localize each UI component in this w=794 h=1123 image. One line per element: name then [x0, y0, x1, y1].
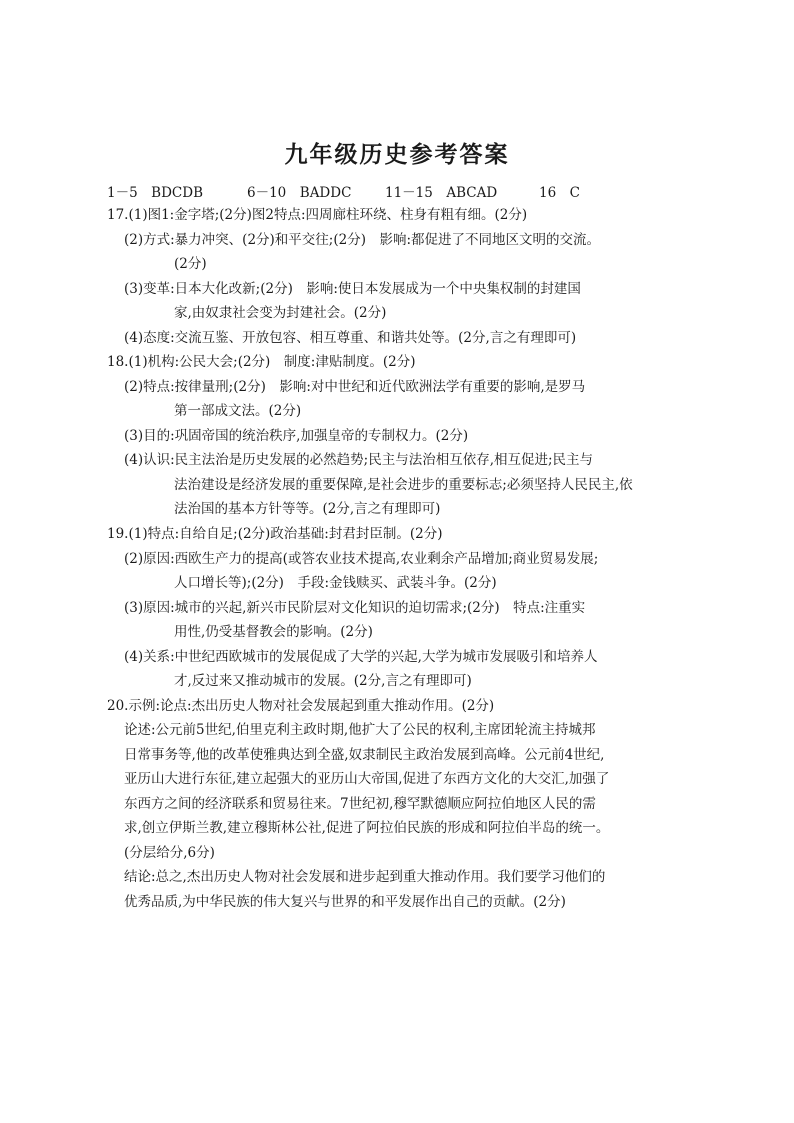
q17-part3: (3)变革:日本大化改新;(2分) 影响:使日本发展成为一个中央集权制的封建国: [124, 281, 581, 297]
q20-conclusion: 结论:总之,杰出历史人物对社会发展和进步起到重大推动作用。我们要学习他们的: [124, 869, 606, 885]
q19-part4-cont: 才,反过来又推动城市的发展。(2分,言之有理即可): [174, 673, 472, 689]
q20-argument-cont: 亚历山大进行东征,建立起强大的亚历山大帝国,促进了东西方文化的大交汇,加强了: [124, 771, 610, 787]
mc-group-3: 11－15 ABCAD: [385, 185, 498, 201]
multiple-choice-answers: [107, 181, 580, 201]
page-title: 九年级历史参考答案: [284, 141, 510, 168]
mc-group-1: 1－5 BDCDB: [107, 185, 203, 201]
q17-part3-cont: 家,由奴隶社会变为封建社会。(2分): [174, 305, 387, 321]
q19-part4: (4)关系:中世纪西欧城市的发展促成了大学的兴起,大学为城市发展吸引和培养人: [124, 649, 598, 665]
q20-argument-score: (分层给分,6分): [124, 845, 215, 861]
q19-part3: (3)原因:城市的兴起,新兴市民阶层对文化知识的迫切需求;(2分) 特点:注重实: [124, 600, 586, 616]
q17-part4: (4)态度:交流互鉴、开放包容、相互尊重、和谐共处等。(2分,言之有理即可): [124, 330, 577, 346]
q19-part2: (2)原因:西欧生产力的提高(或答农业技术提高,农业剩余产品增加;商业贸易发展;: [124, 551, 599, 567]
q20-conclusion-cont: 优秀品质,为中华民族的伟大复兴与世界的和平发展作出自己的贡献。(2分): [124, 894, 566, 910]
q20-thesis: 20.示例:论点:杰出历史人物对社会发展起到重大推动作用。(2分): [107, 698, 495, 714]
q19-part3-cont: 用性,仍受基督教会的影响。(2分): [174, 624, 373, 640]
q18-part4: (4)认识:民主法治是历史发展的必然趋势;民主与法治相互依存,相互促进;民主与: [124, 452, 594, 468]
mc-group-2: 6－10 BADDC: [247, 185, 352, 201]
q19-part1: 19.(1)特点:自给自足;(2分)政治基础:封君封臣制。(2分): [107, 526, 443, 542]
q18-part2-cont: 第一部成文法。(2分): [174, 403, 302, 419]
q18-part1: 18.(1)机构:公民大会;(2分) 制度:津贴制度。(2分): [107, 354, 416, 370]
q18-part2: (2)特点:按律量刑;(2分) 影响:对中世纪和近代欧洲法学有重要的影响,是罗马: [124, 379, 586, 395]
mc-group-4: 16 C: [539, 185, 581, 201]
q18-part3: (3)目的:巩固帝国的统治秩序,加强皇帝的专制权力。(2分): [124, 428, 469, 444]
q17-part1: 17.(1)图1:金字塔;(2分)图2特点:四周廊柱环绕、柱身有粗有细。(2分): [107, 207, 528, 223]
q17-part2-cont: (2分): [174, 256, 207, 272]
q20-argument-cont: 东西方之间的经济联系和贸易往来。7世纪初,穆罕默德顺应阿拉伯地区人民的需: [124, 796, 596, 812]
q17-part2: (2)方式:暴力冲突、(2分)和平交往;(2分) 影响:都促进了不同地区文明的交流。: [124, 232, 601, 248]
q18-part4-cont: 法治建设是经济发展的重要保障,是社会进步的重要标志;必须坚持人民民主,依: [174, 477, 633, 493]
q20-argument: 论述:公元前5世纪,伯里克利主政时期,他扩大了公民的权利,主席团轮流主持城邦: [124, 722, 596, 738]
q19-part2-cont: 人口增长等);(2分) 手段:金钱赎买、武装斗争。(2分): [174, 575, 497, 591]
q20-argument-cont: 日常事务等,他的改革使雅典达到全盛,奴隶制民主政治发展到高峰。公元前4世纪,: [124, 747, 605, 763]
q20-argument-cont: 求,创立伊斯兰教,建立穆斯林公社,促进了阿拉伯民族的形成和阿拉伯半岛的统一。: [124, 820, 610, 836]
q18-part4-cont: 法治国的基本方针等等。(2分,言之有理即可): [174, 501, 441, 517]
